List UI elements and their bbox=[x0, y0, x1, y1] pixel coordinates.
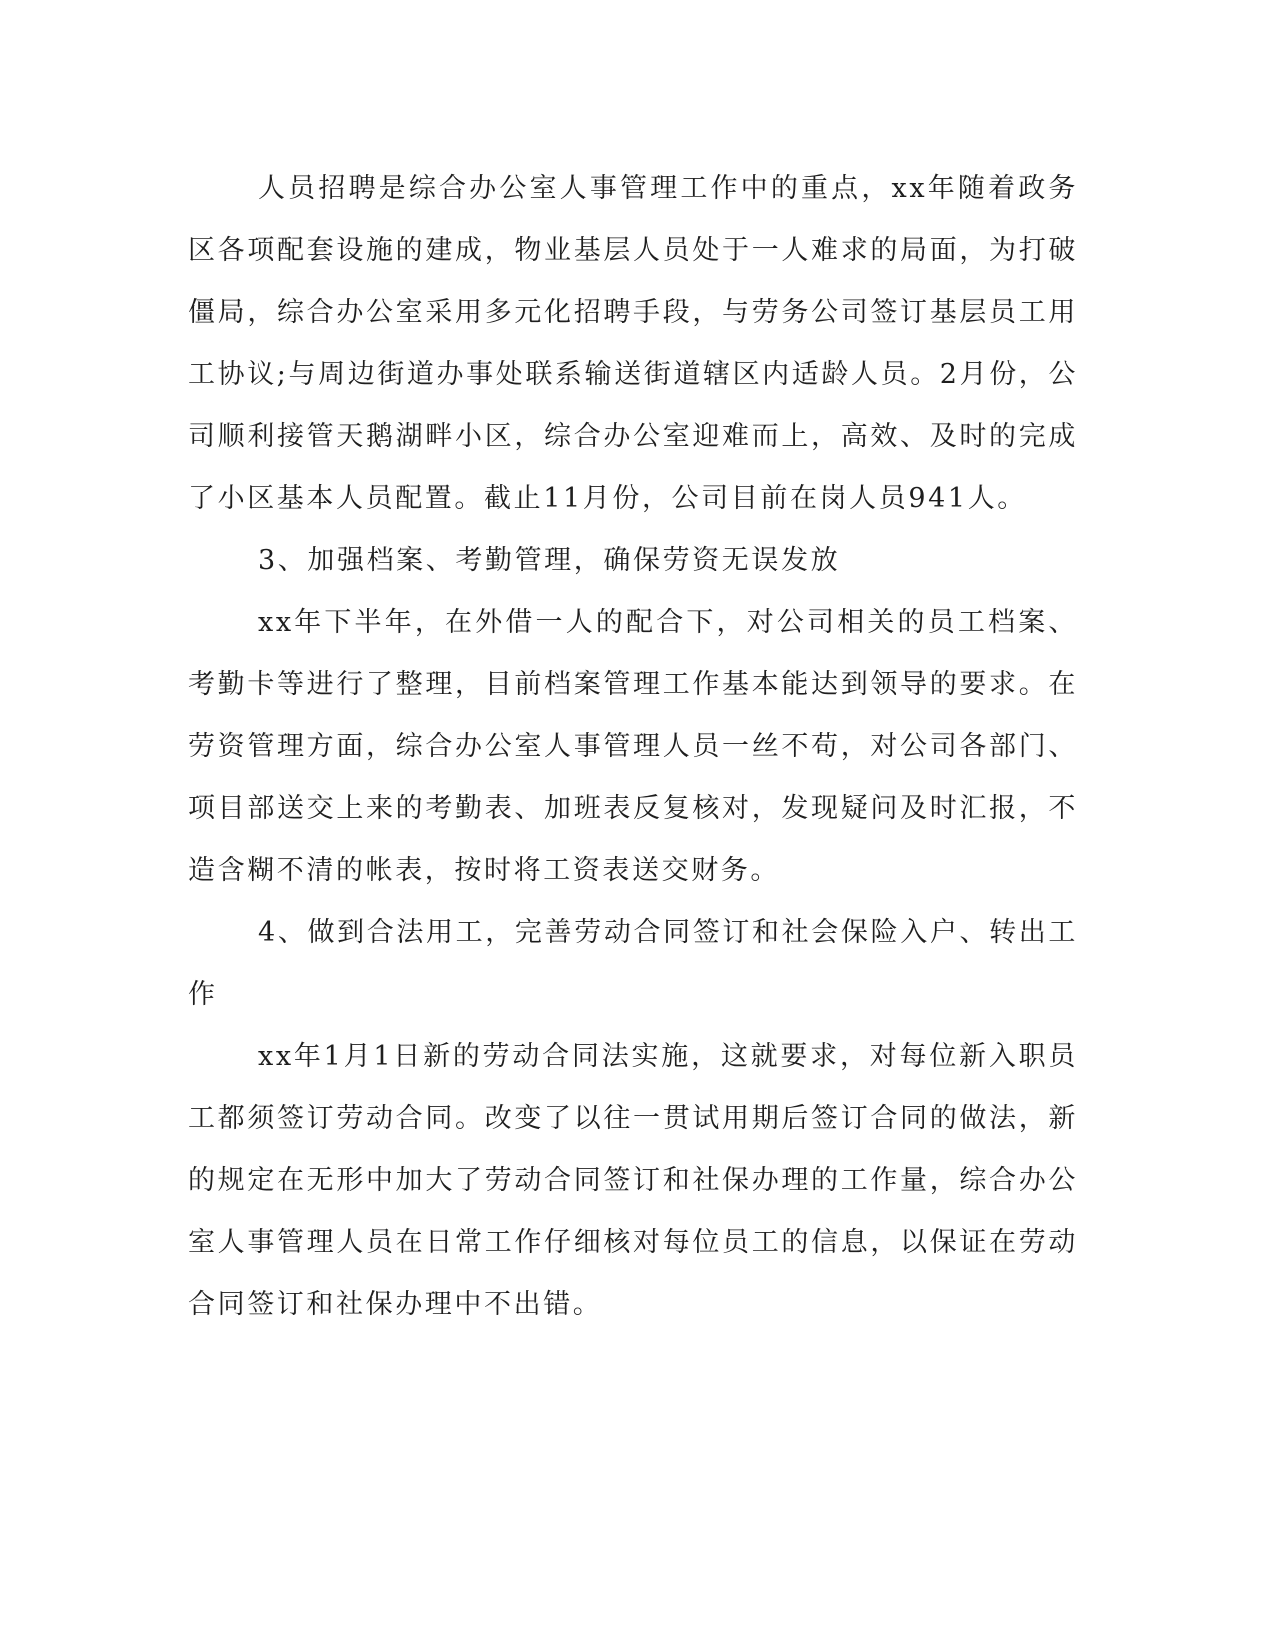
paragraph-archives: xx年下半年，在外借一人的配合下，对公司相关的员工档案、考勤卡等进行了整理，目前档案管理工作基本能达到领导的要求。在劳资管理方面，综合办公室人事管理人员一丝不苟，对公司各部门、项目部送交上来的考勤表、加班表反复核对，发现疑问及时汇报，不造含糊不清的帐表，按时将工资表送交财务。 bbox=[188, 607, 1078, 886]
document-body bbox=[188, 158, 1078, 1336]
paragraph-recruitment: 人员招聘是综合办公室人事管理工作中的重点，xx年随着政务区各项配套设施的建成，物业基层人员处于一人难求的局面，为打破僵局，综合办公室采用多元化招聘手段，与劳务公司签订基层员工用工协议;与周边街道办事处联系输送街道辖区内适龄人员。2月份，公司顺利接管天鹅湖畔小区，综合办公室迎难而上，高效、及时的完成了小区基本人员配置。截止11月份，公司目前在岗人员941人。 bbox=[188, 173, 1078, 514]
section-heading-3: 3、加强档案、考勤管理，确保劳资无误发放 bbox=[258, 545, 841, 576]
section-heading-4: 4、做到合法用工，完善劳动合同签订和社会保险入户、转出工作 bbox=[188, 917, 1078, 1010]
paragraph-contracts: xx年1月1日新的劳动合同法实施，这就要求，对每位新入职员工都须签订劳动合同。改变了以往一贯试用期后签订合同的做法，新的规定在无形中加大了劳动合同签订和社保办理的工作量，综合办公室人事管理人员在日常工作仔细核对每位员工的信息，以保证在劳动合同签订和社保办理中不出错。 bbox=[188, 1041, 1078, 1320]
